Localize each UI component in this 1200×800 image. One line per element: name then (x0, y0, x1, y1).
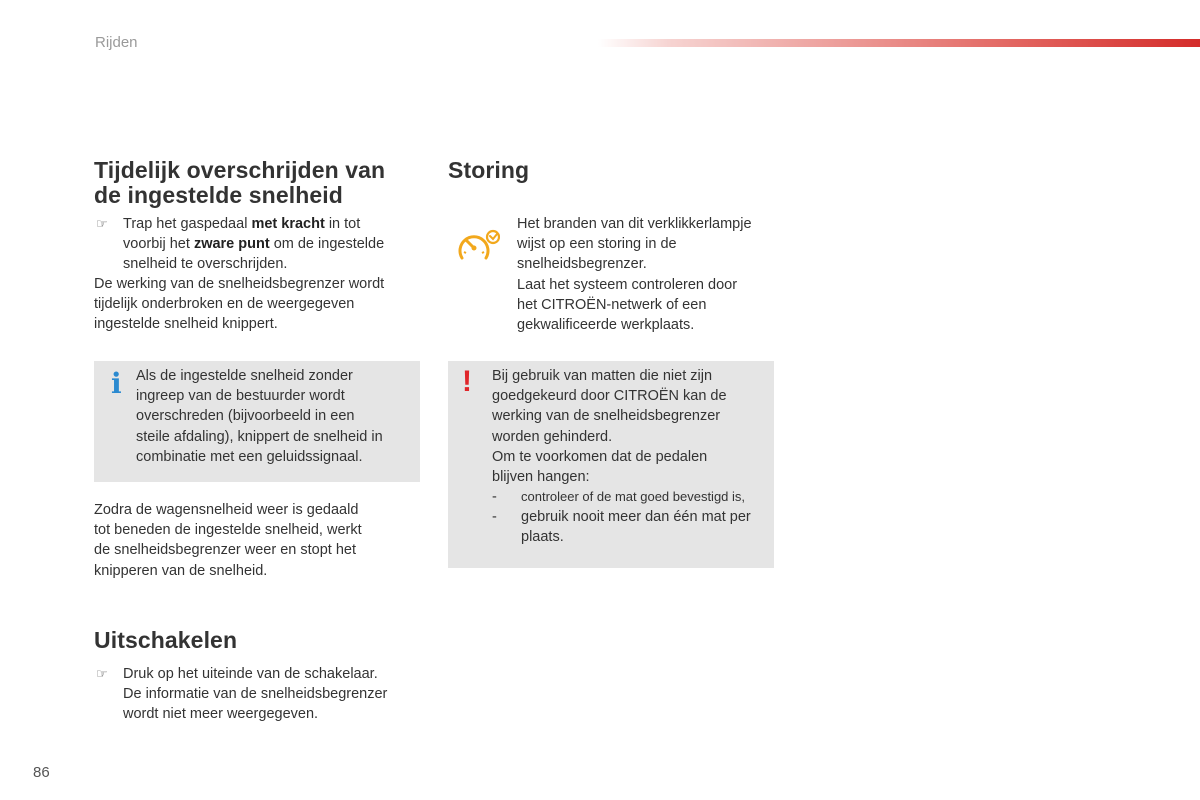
override-title-line1: Tijdelijk overschrijden van (94, 157, 386, 183)
warning-list-item: - gebruik nooit meer dan één mat per plaats. (492, 509, 751, 545)
warning-box (448, 361, 774, 568)
override-step: Trap het gaspedaal met kracht in tot voorbij het zware punt om de ingestelde snelheid te overschrijden. (123, 216, 385, 273)
warning-list-item: - controleer of de mat goed bevestigd is, (492, 489, 746, 505)
fault-title: Storing (448, 157, 530, 183)
override-body: De werking van de snelheidsbegrenzer wordt tijdelijk onderbroken en de weergegeven ingestelde snelheid knippert. (94, 276, 385, 333)
resume-text: Zodra de wagensnelheid weer is gedaald tot beneden de ingestelde snelheid, werkt de snelheidsbegrenzer weer en stopt het knipperen van de snelheid. (94, 502, 362, 579)
pointing-hand-icon: ☞ (96, 666, 108, 681)
switch-off-text: Druk op het uiteinde van de schakelaar. De informatie van de snelheidsbegrenzer wordt niet meer weergegeven. (123, 666, 388, 723)
warning-text: Bij gebruik van matten die niet zijn goedgekeurd door CITROËN kan de werking van de snelheidsbegrenzer worden gehinderd. Om te voorkomen dat de pedalen blijven hangen: (492, 368, 727, 486)
fault-text: Het branden van dit verklikkerlampje wijst op een storing in de snelheidsbegrenzer. Laat het systeem controleren door het CITROËN-netwerk of een gekwalificeerde werkplaats. (517, 216, 752, 334)
info-box (94, 361, 420, 482)
bold-emphasis: zware punt (193, 236, 270, 253)
bold-emphasis: met kracht (251, 216, 325, 232)
info-text: Als de ingestelde snelheid zonder ingreep van de bestuurder wordt overschreden (bijvoorbeeld in een steile afdaling), knippert de snelheid in combinatie met een geluidssignaal. (136, 368, 383, 465)
override-title-line2: de ingestelde snelheid (94, 182, 343, 208)
switch-off-title: Uitschakelen (94, 627, 238, 653)
header-accent-bar (598, 39, 1200, 47)
page-number: 86 (33, 764, 50, 781)
section-label: Rijden (95, 34, 138, 51)
info-icon: i (111, 367, 122, 400)
pointing-hand-icon: ☞ (96, 216, 108, 231)
speed-limiter-warning-lamp-icon (456, 228, 500, 264)
exclamation-icon: ! (462, 365, 472, 398)
